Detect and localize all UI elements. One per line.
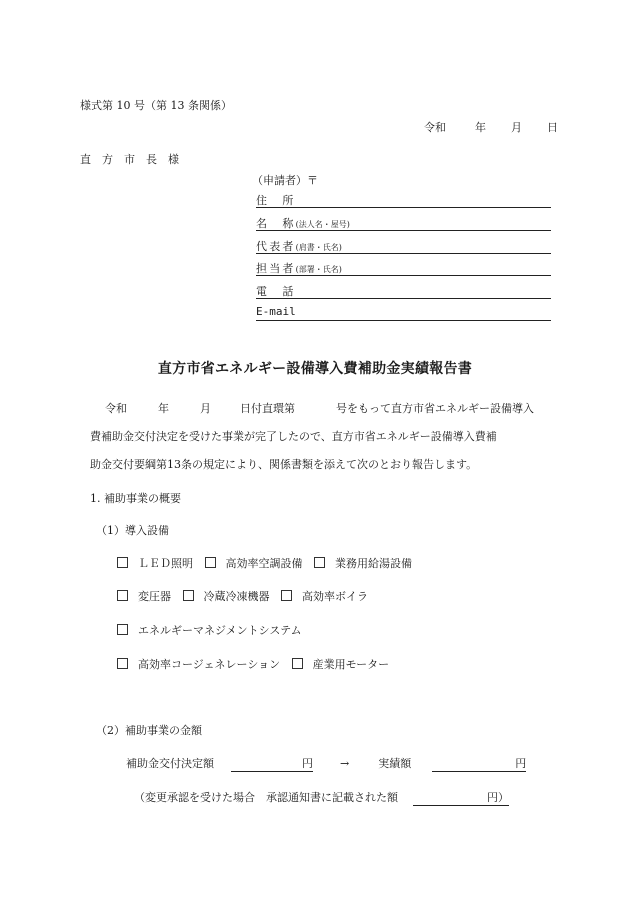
name-label: 名 称 xyxy=(256,217,296,230)
date-era: 令和 xyxy=(424,121,446,134)
representative-note: (肩書・氏名) xyxy=(295,243,342,252)
decided-amount-label: 補助金交付決定額 xyxy=(126,757,214,770)
equipment-led[interactable]: ＬＥＤ照明 xyxy=(117,555,193,571)
equipment-ems[interactable]: エネルギーマネジメントシステム xyxy=(117,622,302,638)
approved-amount-input[interactable]: 円） xyxy=(413,789,509,806)
amount-row xyxy=(126,755,526,772)
checkbox[interactable] xyxy=(205,557,216,568)
body-era: 令和 xyxy=(105,402,127,415)
date-year: 年 xyxy=(475,121,486,134)
arrow-icon: → xyxy=(340,757,350,770)
section1-heading: 1. 補助事業の概要 xyxy=(90,492,181,505)
date-month: 月 xyxy=(511,121,522,134)
equipment-water-heater[interactable]: 業務用給湯設備 xyxy=(314,555,412,571)
checkbox[interactable] xyxy=(314,557,325,568)
form-number: 様式第 10 号（第 13 条関係） xyxy=(80,99,232,112)
applicant-label: （申請者）〒 xyxy=(252,174,318,187)
body-month: 月 xyxy=(200,402,211,415)
body-line-2: 費補助金交付決定を受けた事業が完了したので、直方市省エネルギー設備導入費補 xyxy=(90,430,497,443)
address-field[interactable] xyxy=(256,192,551,208)
address-label: 住 所 xyxy=(256,194,296,207)
equipment-row-2 xyxy=(117,588,376,604)
equipment-boiler[interactable]: 高効率ボイラ xyxy=(281,588,368,604)
email-label: E-mail xyxy=(256,305,296,318)
section2-heading: （2）補助事業の金額 xyxy=(96,724,202,737)
addressee: 直 方 市 長 様 xyxy=(80,153,179,166)
phone-field[interactable] xyxy=(256,283,551,299)
checkbox[interactable] xyxy=(117,557,128,568)
checkbox[interactable] xyxy=(117,658,128,669)
body-year: 年 xyxy=(158,402,169,415)
equipment-aircon[interactable]: 高効率空調設備 xyxy=(205,555,303,571)
checkbox[interactable] xyxy=(117,590,128,601)
actual-amount-label: 実績額 xyxy=(378,757,412,770)
representative-field[interactable] xyxy=(256,238,551,254)
actual-amount-input[interactable]: 円 xyxy=(432,755,526,772)
representative-label: 代表者 xyxy=(256,240,296,253)
body-line-3: 助金交付要綱第13条の規定により、関係書類を添えて次のとおり報告します。 xyxy=(90,458,478,471)
equipment-cogeneration[interactable]: 高効率コージェネレーション xyxy=(117,656,280,672)
equipment-row-1 xyxy=(117,555,420,571)
date-line xyxy=(424,119,558,135)
contact-person-field[interactable] xyxy=(256,260,551,276)
section1-sub1: （1）導入設備 xyxy=(96,524,169,537)
body-notice-suffix: 号をもって直方市省エネルギー設備導入 xyxy=(336,402,534,415)
contact-person-label: 担当者 xyxy=(256,262,296,275)
checkbox[interactable] xyxy=(292,658,303,669)
equipment-refrigeration[interactable]: 冷蔵冷凍機器 xyxy=(183,588,270,604)
checkbox[interactable] xyxy=(117,624,128,635)
approval-note-prefix: （変更承認を受けた場合 承認通知書に記載された額 xyxy=(134,791,398,804)
body-notice-prefix: 日付直環第 xyxy=(240,402,295,415)
date-day: 日 xyxy=(547,121,558,134)
contact-person-note: (部署・氏名) xyxy=(295,265,342,274)
equipment-transformer[interactable]: 変圧器 xyxy=(117,588,171,604)
email-field[interactable] xyxy=(256,305,551,321)
equipment-row-3 xyxy=(117,622,310,638)
decided-amount-input[interactable]: 円 xyxy=(231,755,313,772)
name-field[interactable] xyxy=(256,215,551,231)
phone-label: 電 話 xyxy=(256,285,296,298)
document-title: 直方市省エネルギー設備導入費補助金実績報告書 xyxy=(157,361,473,377)
checkbox[interactable] xyxy=(281,590,292,601)
checkbox[interactable] xyxy=(183,590,194,601)
equipment-motor[interactable]: 産業用モーター xyxy=(292,656,390,672)
body-line-1 xyxy=(105,403,575,414)
approval-note-row xyxy=(134,789,509,806)
name-note: (法人名・屋号) xyxy=(295,220,350,229)
equipment-row-4 xyxy=(117,656,397,672)
